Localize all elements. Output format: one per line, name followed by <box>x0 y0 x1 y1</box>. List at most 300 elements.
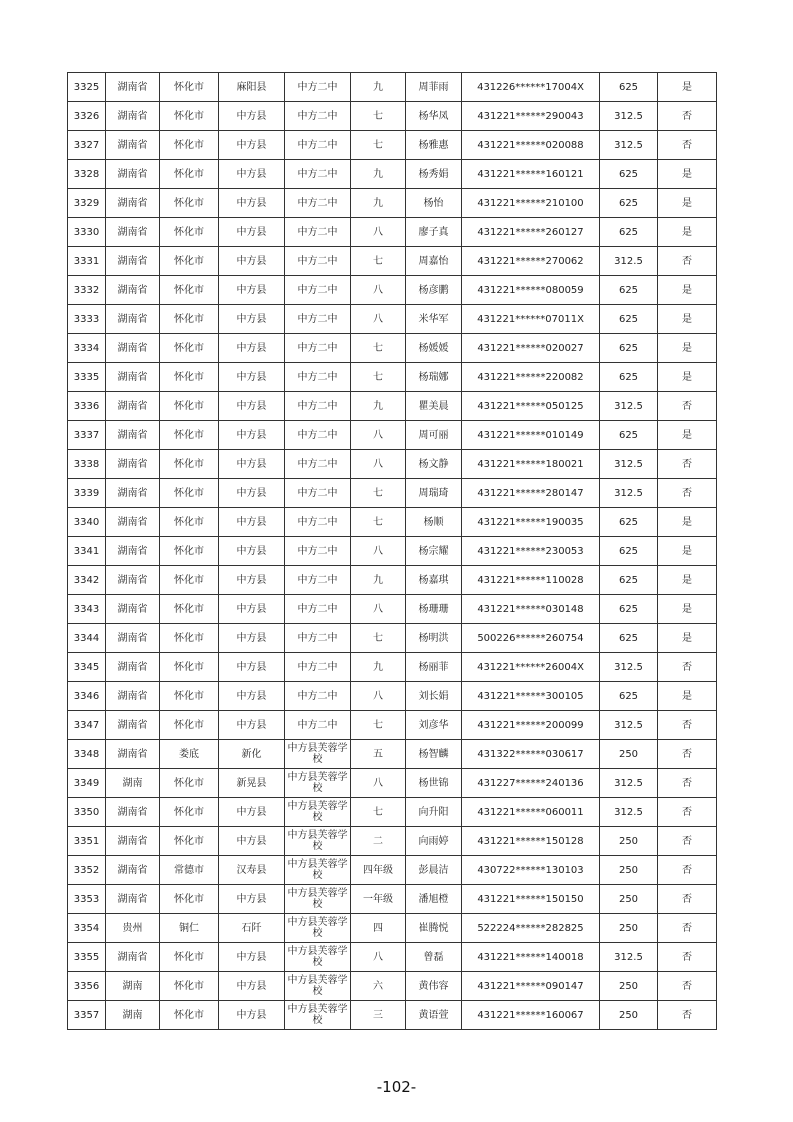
id-number-cell: 431226******17004X <box>462 73 600 102</box>
table-row <box>68 189 717 218</box>
county-cell: 中方县 <box>219 885 285 914</box>
id-number-cell: 431221******280147 <box>462 479 600 508</box>
table-row <box>68 566 717 595</box>
table-row <box>68 856 717 885</box>
school-cell: 中方二中 <box>285 421 351 450</box>
id-number-cell: 431221******230053 <box>462 537 600 566</box>
serial-number-cell: 3342 <box>68 566 106 595</box>
grade-cell: 九 <box>351 160 406 189</box>
table-row <box>68 479 717 508</box>
grade-cell: 五 <box>351 740 406 769</box>
city-cell: 娄底 <box>160 740 219 769</box>
serial-number-cell: 3343 <box>68 595 106 624</box>
county-cell: 中方县 <box>219 508 285 537</box>
table-row <box>68 682 717 711</box>
amount-cell: 625 <box>600 624 658 653</box>
serial-number-cell: 3332 <box>68 276 106 305</box>
county-cell: 中方县 <box>219 537 285 566</box>
city-cell: 怀化市 <box>160 363 219 392</box>
grade-cell: 四年级 <box>351 856 406 885</box>
id-number-cell: 431221******290043 <box>462 102 600 131</box>
serial-number-cell: 3355 <box>68 943 106 972</box>
grade-cell: 八 <box>351 305 406 334</box>
school-cell: 中方县芙蓉学校 <box>285 885 351 914</box>
id-number-cell: 431221******090147 <box>462 972 600 1001</box>
school-cell: 中方二中 <box>285 450 351 479</box>
id-number-cell: 431221******270062 <box>462 247 600 276</box>
student-name-cell: 廖子真 <box>406 218 462 247</box>
flag-cell: 否 <box>658 769 717 798</box>
serial-number-cell: 3350 <box>68 798 106 827</box>
flag-cell: 否 <box>658 943 717 972</box>
amount-cell: 250 <box>600 856 658 885</box>
city-cell: 怀化市 <box>160 682 219 711</box>
province-cell: 湖南省 <box>106 827 160 856</box>
student-name-cell: 向升阳 <box>406 798 462 827</box>
grade-cell: 八 <box>351 421 406 450</box>
school-cell: 中方二中 <box>285 711 351 740</box>
province-cell: 湖南省 <box>106 885 160 914</box>
student-name-cell: 潘旭橙 <box>406 885 462 914</box>
serial-number-cell: 3357 <box>68 1001 106 1030</box>
county-cell: 中方县 <box>219 682 285 711</box>
grade-cell: 八 <box>351 943 406 972</box>
school-cell: 中方二中 <box>285 363 351 392</box>
table-row <box>68 914 717 943</box>
county-cell: 汉寿县 <box>219 856 285 885</box>
id-number-cell: 431221******140018 <box>462 943 600 972</box>
city-cell: 怀化市 <box>160 392 219 421</box>
province-cell: 湖南省 <box>106 189 160 218</box>
county-cell: 中方县 <box>219 363 285 392</box>
table-body <box>68 73 717 1030</box>
grade-cell: 八 <box>351 682 406 711</box>
table-row <box>68 827 717 856</box>
province-cell: 湖南 <box>106 769 160 798</box>
student-name-cell: 杨珊珊 <box>406 595 462 624</box>
serial-number-cell: 3328 <box>68 160 106 189</box>
county-cell: 石阡 <box>219 914 285 943</box>
id-number-cell: 431221******180021 <box>462 450 600 479</box>
student-name-cell: 杨嘉琪 <box>406 566 462 595</box>
table-row <box>68 943 717 972</box>
student-name-cell: 杨媛媛 <box>406 334 462 363</box>
student-name-cell: 黄伟容 <box>406 972 462 1001</box>
amount-cell: 312.5 <box>600 102 658 131</box>
county-cell: 中方县 <box>219 1001 285 1030</box>
student-name-cell: 周嘉怡 <box>406 247 462 276</box>
amount-cell: 312.5 <box>600 798 658 827</box>
grade-cell: 九 <box>351 392 406 421</box>
amount-cell: 312.5 <box>600 479 658 508</box>
grade-cell: 七 <box>351 624 406 653</box>
county-cell: 中方县 <box>219 276 285 305</box>
county-cell: 中方县 <box>219 247 285 276</box>
amount-cell: 625 <box>600 218 658 247</box>
county-cell: 中方县 <box>219 334 285 363</box>
city-cell: 铜仁 <box>160 914 219 943</box>
student-table <box>67 72 717 1030</box>
school-cell: 中方县芙蓉学校 <box>285 1001 351 1030</box>
id-number-cell: 431221******200099 <box>462 711 600 740</box>
serial-number-cell: 3351 <box>68 827 106 856</box>
amount-cell: 312.5 <box>600 131 658 160</box>
id-number-cell: 431221******26004X <box>462 653 600 682</box>
school-cell: 中方二中 <box>285 218 351 247</box>
school-cell: 中方二中 <box>285 305 351 334</box>
student-name-cell: 杨丽菲 <box>406 653 462 682</box>
amount-cell: 625 <box>600 160 658 189</box>
amount-cell: 625 <box>600 73 658 102</box>
amount-cell: 625 <box>600 566 658 595</box>
school-cell: 中方二中 <box>285 624 351 653</box>
student-name-cell: 杨世锦 <box>406 769 462 798</box>
amount-cell: 250 <box>600 740 658 769</box>
county-cell: 中方县 <box>219 624 285 653</box>
school-cell: 中方二中 <box>285 566 351 595</box>
flag-cell: 否 <box>658 827 717 856</box>
serial-number-cell: 3348 <box>68 740 106 769</box>
serial-number-cell: 3331 <box>68 247 106 276</box>
id-number-cell: 522224******282825 <box>462 914 600 943</box>
flag-cell: 否 <box>658 450 717 479</box>
county-cell: 中方县 <box>219 102 285 131</box>
table-row <box>68 885 717 914</box>
id-number-cell: 431221******160067 <box>462 1001 600 1030</box>
school-cell: 中方县芙蓉学校 <box>285 856 351 885</box>
school-cell: 中方县芙蓉学校 <box>285 769 351 798</box>
student-name-cell: 周可丽 <box>406 421 462 450</box>
student-name-cell: 杨瑞娜 <box>406 363 462 392</box>
student-name-cell: 杨文静 <box>406 450 462 479</box>
flag-cell: 是 <box>658 595 717 624</box>
city-cell: 怀化市 <box>160 943 219 972</box>
province-cell: 湖南省 <box>106 943 160 972</box>
table-row <box>68 740 717 769</box>
city-cell: 怀化市 <box>160 769 219 798</box>
table-row <box>68 711 717 740</box>
city-cell: 怀化市 <box>160 305 219 334</box>
student-name-cell: 周菲雨 <box>406 73 462 102</box>
flag-cell: 否 <box>658 972 717 1001</box>
table-row <box>68 508 717 537</box>
student-name-cell: 杨明洪 <box>406 624 462 653</box>
student-name-cell: 彭晨洁 <box>406 856 462 885</box>
grade-cell: 七 <box>351 363 406 392</box>
city-cell: 怀化市 <box>160 131 219 160</box>
serial-number-cell: 3333 <box>68 305 106 334</box>
grade-cell: 七 <box>351 247 406 276</box>
school-cell: 中方县芙蓉学校 <box>285 798 351 827</box>
student-name-cell: 杨宗耀 <box>406 537 462 566</box>
flag-cell: 是 <box>658 624 717 653</box>
grade-cell: 一年级 <box>351 885 406 914</box>
school-cell: 中方县芙蓉学校 <box>285 827 351 856</box>
county-cell: 中方县 <box>219 392 285 421</box>
school-cell: 中方二中 <box>285 102 351 131</box>
county-cell: 中方县 <box>219 566 285 595</box>
grade-cell: 八 <box>351 537 406 566</box>
amount-cell: 625 <box>600 537 658 566</box>
student-name-cell: 米华军 <box>406 305 462 334</box>
serial-number-cell: 3335 <box>68 363 106 392</box>
province-cell: 湖南省 <box>106 653 160 682</box>
city-cell: 怀化市 <box>160 653 219 682</box>
table-row <box>68 218 717 247</box>
province-cell: 湖南省 <box>106 392 160 421</box>
city-cell: 怀化市 <box>160 972 219 1001</box>
province-cell: 湖南省 <box>106 276 160 305</box>
flag-cell: 否 <box>658 885 717 914</box>
county-cell: 中方县 <box>219 798 285 827</box>
id-number-cell: 431221******030148 <box>462 595 600 624</box>
province-cell: 湖南省 <box>106 334 160 363</box>
amount-cell: 625 <box>600 682 658 711</box>
table-row <box>68 624 717 653</box>
amount-cell: 250 <box>600 1001 658 1030</box>
amount-cell: 625 <box>600 189 658 218</box>
school-cell: 中方二中 <box>285 392 351 421</box>
province-cell: 湖南省 <box>106 566 160 595</box>
flag-cell: 是 <box>658 189 717 218</box>
city-cell: 怀化市 <box>160 711 219 740</box>
student-name-cell: 黄语萱 <box>406 1001 462 1030</box>
student-name-cell: 杨顺 <box>406 508 462 537</box>
flag-cell: 是 <box>658 421 717 450</box>
serial-number-cell: 3345 <box>68 653 106 682</box>
school-cell: 中方二中 <box>285 189 351 218</box>
flag-cell: 是 <box>658 218 717 247</box>
city-cell: 怀化市 <box>160 189 219 218</box>
school-cell: 中方二中 <box>285 508 351 537</box>
id-number-cell: 431221******150128 <box>462 827 600 856</box>
student-name-cell: 杨雅惠 <box>406 131 462 160</box>
grade-cell: 八 <box>351 769 406 798</box>
province-cell: 湖南省 <box>106 508 160 537</box>
city-cell: 怀化市 <box>160 508 219 537</box>
student-name-cell: 刘长娟 <box>406 682 462 711</box>
province-cell: 湖南省 <box>106 682 160 711</box>
city-cell: 怀化市 <box>160 247 219 276</box>
serial-number-cell: 3326 <box>68 102 106 131</box>
id-number-cell: 431221******020088 <box>462 131 600 160</box>
amount-cell: 625 <box>600 305 658 334</box>
province-cell: 湖南省 <box>106 740 160 769</box>
county-cell: 新化 <box>219 740 285 769</box>
id-number-cell: 431221******080059 <box>462 276 600 305</box>
county-cell: 新晃县 <box>219 769 285 798</box>
serial-number-cell: 3329 <box>68 189 106 218</box>
table-row <box>68 1001 717 1030</box>
flag-cell: 是 <box>658 566 717 595</box>
table-row <box>68 131 717 160</box>
table-row <box>68 421 717 450</box>
serial-number-cell: 3356 <box>68 972 106 1001</box>
serial-number-cell: 3339 <box>68 479 106 508</box>
province-cell: 湖南省 <box>106 479 160 508</box>
amount-cell: 625 <box>600 363 658 392</box>
serial-number-cell: 3344 <box>68 624 106 653</box>
id-number-cell: 500226******260754 <box>462 624 600 653</box>
amount-cell: 312.5 <box>600 247 658 276</box>
id-number-cell: 431221******300105 <box>462 682 600 711</box>
amount-cell: 625 <box>600 334 658 363</box>
city-cell: 怀化市 <box>160 450 219 479</box>
serial-number-cell: 3334 <box>68 334 106 363</box>
table-row <box>68 276 717 305</box>
grade-cell: 七 <box>351 798 406 827</box>
school-cell: 中方县芙蓉学校 <box>285 943 351 972</box>
province-cell: 湖南省 <box>106 218 160 247</box>
student-name-cell: 杨彦鹏 <box>406 276 462 305</box>
id-number-cell: 431221******020027 <box>462 334 600 363</box>
page-number: -102- <box>376 1078 417 1096</box>
school-cell: 中方二中 <box>285 537 351 566</box>
flag-cell: 否 <box>658 479 717 508</box>
table-row <box>68 972 717 1001</box>
table-row <box>68 247 717 276</box>
table-row <box>68 769 717 798</box>
id-number-cell: 431221******160121 <box>462 160 600 189</box>
city-cell: 怀化市 <box>160 102 219 131</box>
grade-cell: 九 <box>351 566 406 595</box>
province-cell: 湖南省 <box>106 131 160 160</box>
table-row <box>68 392 717 421</box>
school-cell: 中方二中 <box>285 682 351 711</box>
school-cell: 中方二中 <box>285 247 351 276</box>
school-cell: 中方二中 <box>285 131 351 160</box>
flag-cell: 否 <box>658 392 717 421</box>
id-number-cell: 431221******190035 <box>462 508 600 537</box>
county-cell: 中方县 <box>219 160 285 189</box>
id-number-cell: 431221******110028 <box>462 566 600 595</box>
id-number-cell: 431322******030617 <box>462 740 600 769</box>
flag-cell: 否 <box>658 740 717 769</box>
flag-cell: 否 <box>658 247 717 276</box>
table-row <box>68 450 717 479</box>
serial-number-cell: 3340 <box>68 508 106 537</box>
student-name-cell: 杨怡 <box>406 189 462 218</box>
amount-cell: 250 <box>600 972 658 1001</box>
id-number-cell: 431221******220082 <box>462 363 600 392</box>
grade-cell: 八 <box>351 276 406 305</box>
county-cell: 中方县 <box>219 595 285 624</box>
city-cell: 怀化市 <box>160 566 219 595</box>
table-row <box>68 653 717 682</box>
id-number-cell: 431221******150150 <box>462 885 600 914</box>
flag-cell: 是 <box>658 276 717 305</box>
grade-cell: 三 <box>351 1001 406 1030</box>
school-cell: 中方二中 <box>285 276 351 305</box>
province-cell: 湖南省 <box>106 595 160 624</box>
grade-cell: 七 <box>351 508 406 537</box>
county-cell: 中方县 <box>219 131 285 160</box>
serial-number-cell: 3354 <box>68 914 106 943</box>
table-row <box>68 595 717 624</box>
county-cell: 中方县 <box>219 189 285 218</box>
table-row <box>68 798 717 827</box>
table-row <box>68 305 717 334</box>
grade-cell: 七 <box>351 479 406 508</box>
province-cell: 湖南省 <box>106 247 160 276</box>
city-cell: 怀化市 <box>160 624 219 653</box>
school-cell: 中方二中 <box>285 73 351 102</box>
county-cell: 中方县 <box>219 218 285 247</box>
id-number-cell: 431221******210100 <box>462 189 600 218</box>
id-number-cell: 431221******050125 <box>462 392 600 421</box>
county-cell: 中方县 <box>219 972 285 1001</box>
city-cell: 怀化市 <box>160 276 219 305</box>
grade-cell: 九 <box>351 189 406 218</box>
amount-cell: 312.5 <box>600 653 658 682</box>
serial-number-cell: 3327 <box>68 131 106 160</box>
id-number-cell: 430722******130103 <box>462 856 600 885</box>
grade-cell: 六 <box>351 972 406 1001</box>
flag-cell: 否 <box>658 711 717 740</box>
serial-number-cell: 3325 <box>68 73 106 102</box>
flag-cell: 是 <box>658 508 717 537</box>
amount-cell: 312.5 <box>600 711 658 740</box>
grade-cell: 二 <box>351 827 406 856</box>
grade-cell: 八 <box>351 450 406 479</box>
province-cell: 湖南省 <box>106 421 160 450</box>
amount-cell: 625 <box>600 421 658 450</box>
flag-cell: 是 <box>658 160 717 189</box>
amount-cell: 250 <box>600 827 658 856</box>
county-cell: 中方县 <box>219 421 285 450</box>
flag-cell: 是 <box>658 363 717 392</box>
city-cell: 怀化市 <box>160 73 219 102</box>
id-number-cell: 431221******060011 <box>462 798 600 827</box>
flag-cell: 是 <box>658 334 717 363</box>
flag-cell: 是 <box>658 682 717 711</box>
serial-number-cell: 3330 <box>68 218 106 247</box>
serial-number-cell: 3353 <box>68 885 106 914</box>
amount-cell: 312.5 <box>600 769 658 798</box>
province-cell: 湖南省 <box>106 711 160 740</box>
grade-cell: 七 <box>351 102 406 131</box>
province-cell: 湖南省 <box>106 856 160 885</box>
city-cell: 怀化市 <box>160 798 219 827</box>
grade-cell: 七 <box>351 131 406 160</box>
table-row <box>68 102 717 131</box>
city-cell: 怀化市 <box>160 595 219 624</box>
city-cell: 怀化市 <box>160 827 219 856</box>
city-cell: 怀化市 <box>160 537 219 566</box>
city-cell: 怀化市 <box>160 334 219 363</box>
student-name-cell: 刘彦华 <box>406 711 462 740</box>
school-cell: 中方县芙蓉学校 <box>285 740 351 769</box>
school-cell: 中方二中 <box>285 160 351 189</box>
school-cell: 中方二中 <box>285 653 351 682</box>
student-name-cell: 瞿美晨 <box>406 392 462 421</box>
school-cell: 中方二中 <box>285 595 351 624</box>
school-cell: 中方县芙蓉学校 <box>285 972 351 1001</box>
amount-cell: 312.5 <box>600 450 658 479</box>
province-cell: 湖南省 <box>106 624 160 653</box>
student-name-cell: 杨华凤 <box>406 102 462 131</box>
school-cell: 中方二中 <box>285 479 351 508</box>
province-cell: 湖南 <box>106 972 160 1001</box>
grade-cell: 七 <box>351 711 406 740</box>
county-cell: 中方县 <box>219 450 285 479</box>
flag-cell: 是 <box>658 537 717 566</box>
school-cell: 中方县芙蓉学校 <box>285 914 351 943</box>
province-cell: 湖南省 <box>106 363 160 392</box>
amount-cell: 312.5 <box>600 392 658 421</box>
serial-number-cell: 3347 <box>68 711 106 740</box>
province-cell: 湖南省 <box>106 160 160 189</box>
